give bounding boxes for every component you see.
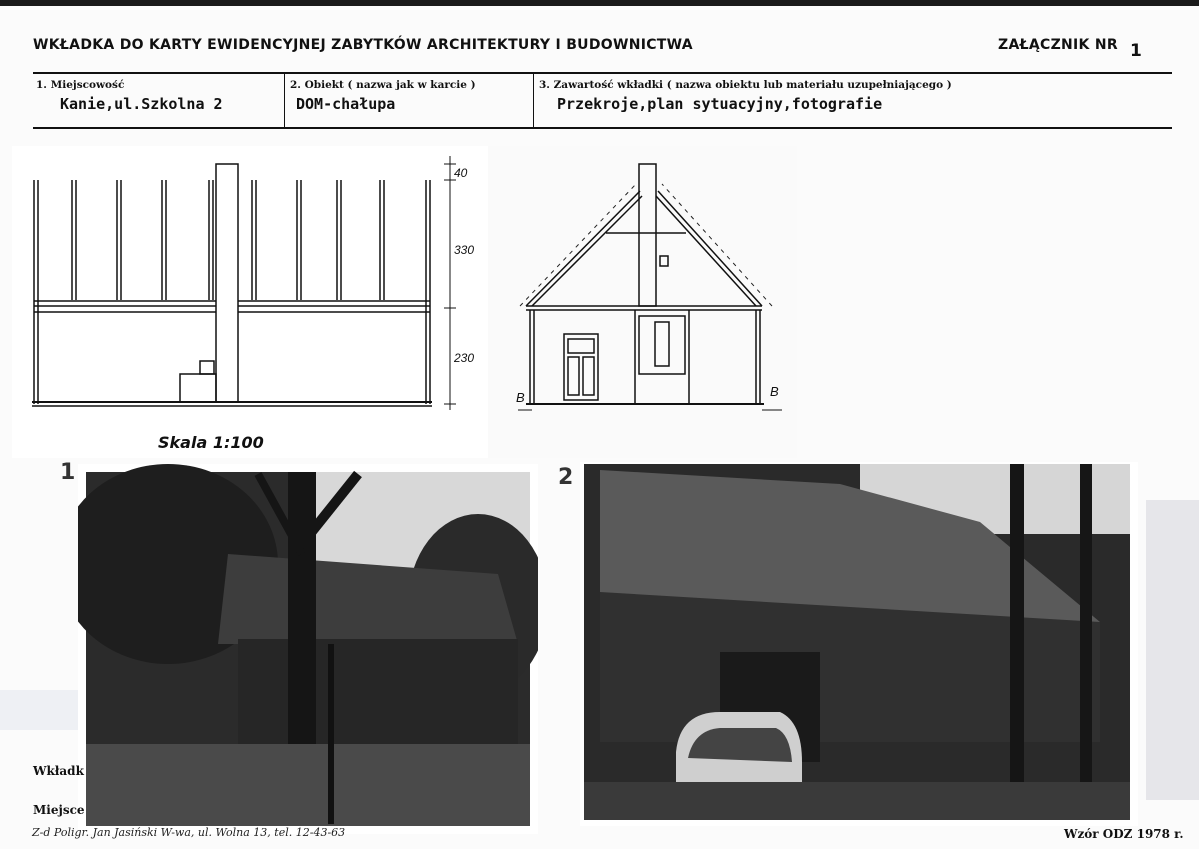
attachment-label: ZAŁĄCZNIK NR [998,37,1118,53]
dimension-label: 40 [454,166,468,180]
photo-2 [580,462,1138,826]
section-mark: B [770,384,779,399]
field-label-object: 2. Obiekt ( nazwa jak w karcie ) [290,79,476,91]
scan-shadow [1146,500,1199,800]
scan-shadow [0,690,82,730]
photo-number: 2 [558,465,574,490]
field-divider [284,73,285,128]
field-label-contents: 3. Zawartość wkładki ( nazwa obiektu lub materiału uzupełniającego ) [539,79,952,91]
scan-edge [0,0,1199,6]
fields-rule [33,127,1172,129]
footer-label: Miejsce [33,803,85,817]
section-drawing [12,146,797,458]
dimension-label: 230 [454,351,475,365]
footer-label: Wkładk [33,764,84,778]
printer-imprint: Z-d Poligr. Jan Jasiński W-wa, ul. Wolna 13, tel. 12-43-63 [32,826,346,839]
field-value-locality: Kanie,ul.Szkolna 2 [60,95,223,113]
section-mark: B [516,390,525,405]
drawing-paper [488,146,797,458]
field-value-contents: Przekroje,plan sytuacyjny,fotografie [557,95,883,113]
photo-1 [78,464,538,834]
attachment-number: 1 [1130,41,1142,61]
drawing-paper [12,146,488,458]
photo-number: 1 [60,460,76,485]
field-value-object: DOM-chałupa [296,95,396,113]
field-label-locality: 1. Miejscowość [36,79,125,91]
document-title: WKŁADKA DO KARTY EWIDENCYJNEJ ZABYTKÓW ARCHITEKTURY I BUDOWNICTWA [33,37,693,53]
field-divider [533,73,534,128]
scale-label: Skala 1:100 [158,433,264,452]
header-rule [33,72,1172,74]
dimension-label: 330 [454,243,475,257]
form-code: Wzór ODZ 1978 r. [1064,827,1184,841]
